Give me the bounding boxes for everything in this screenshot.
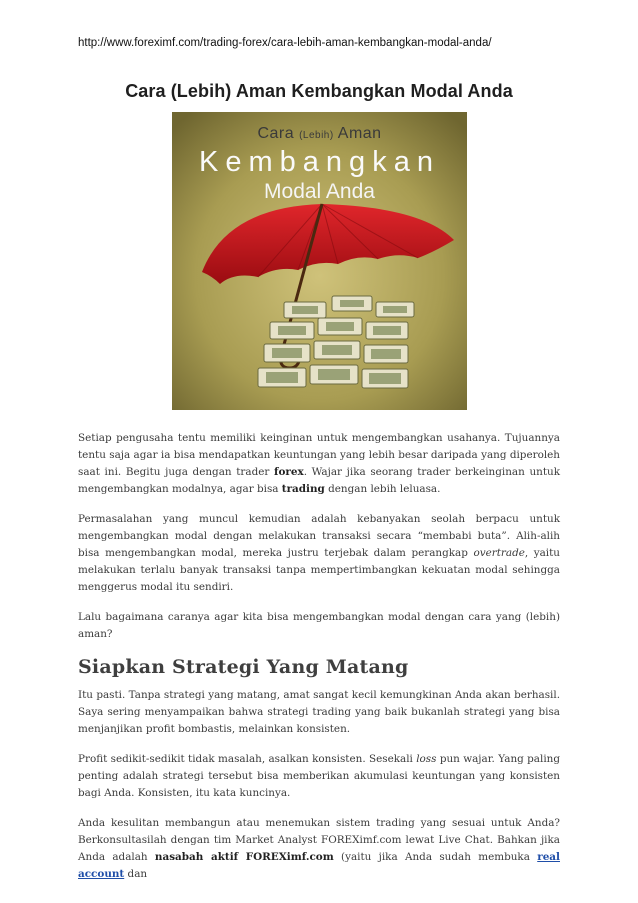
article-body (78, 430, 560, 896)
paragraph-6: Anda kesulitan membangun atau menemukan sistem trading yang sesuai untuk Anda? Berkonsultasilah dengan tim Market Analyst FOREXimf.com lewat Live Chat. Bahkan jika Anda adalah nasabah aktif FOREXimf.com (yaitu jika Anda sudah membuka real account dan (78, 817, 560, 880)
hero-image (172, 112, 467, 410)
hero-line-3: Modal Anda (264, 180, 375, 203)
paragraph-4: Itu pasti. Tanpa strategi yang matang, amat sangat kecil kemungkinan Anda akan berhasil. Saya sering menyampaikan bahwa strategi trading yang baik bukanlah strategi yang bisa menjanjikan profit bombastis, melainkan konsisten. (78, 689, 560, 735)
real-account-link[interactable]: real account (78, 851, 560, 880)
source-url: http://www.foreximf.com/trading-forex/cara-lebih-aman-kembangkan-modal-anda/ (78, 37, 492, 49)
hero-line-2: Kembangkan (199, 146, 440, 178)
page-title: Cara (Lebih) Aman Kembangkan Modal Anda (125, 81, 513, 101)
hero-line-1: Cara (Lebih) Aman (257, 125, 382, 142)
paragraph-2: Permasalahan yang muncul kemudian adalah kebanyakan seolah berpacu untuk mengembangkan modal dengan melakukan transaksi secara “membabi buta”. Alih-alih bisa mengembangkan modal, mereka justru terjebak dalam perangkap overtrade, yaitu melakukan terlalu banyak transaksi tanpa mempertimbangkan kekuatan modal sehingga menggerus modal itu sendiri. (78, 513, 560, 593)
section-heading: Siapkan Strategi Yang Matang (78, 656, 409, 678)
paragraph-5: Profit sedikit-sedikit tidak masalah, asalkan konsisten. Sesekali loss pun wajar. Yang paling penting adalah strategi tersebut bisa memberikan akumulasi keuntungan yang konsisten bagi Anda. Konsisten, itu kata kuncinya. (78, 753, 560, 799)
paragraph-3: Lalu bagaimana caranya agar kita bisa mengembangkan modal dengan cara yang (lebih) aman? (78, 611, 560, 640)
paragraph-1: Setiap pengusaha tentu memiliki keinginan untuk mengembangkan usahanya. Tujuannya tentu saja agar ia bisa mendapatkan keuntungan yang lebih besar daripada yang diperoleh saat ini. Begitu juga dengan trader forex. Wajar jika seorang trader berkeinginan untuk mengembangkan modalnya, agar bisa trading dengan lebih leluasa. (78, 432, 560, 495)
